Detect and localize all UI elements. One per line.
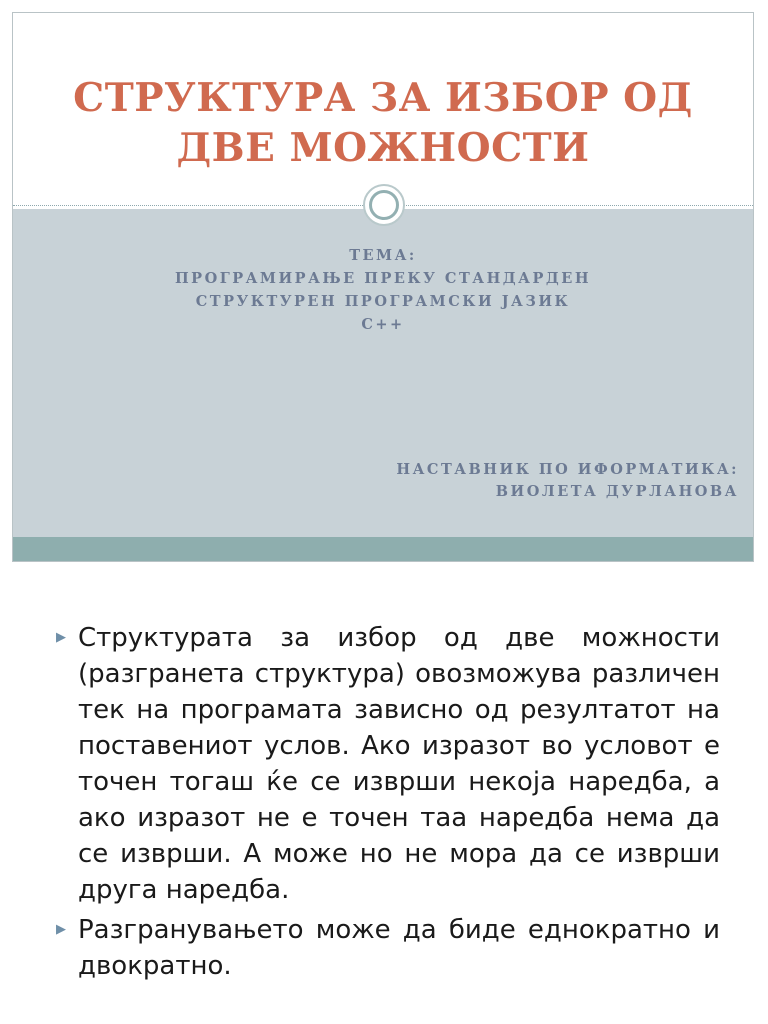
bullet-text: Структурата за избор од две можности (разгранета структура) овозможува различен тек на програмата зависно од резултатот на поставениот услов. Ако изразот во условот е точен тогаш ќе се изврши некоја наредба, а ако изразот не е точен таа наредба нема да се изврши. А може но не мора да се изврши друга наредба. (78, 623, 720, 905)
subtitle-line-1: ТЕМА: (349, 247, 417, 264)
title-area (13, 13, 753, 206)
slide-thumbnail (12, 12, 754, 562)
circle-ornament-icon (363, 184, 405, 226)
slide-title-line-2: ДВЕ МОЖНОСТИ (176, 124, 590, 171)
subtitle-line-4: C++ (361, 316, 405, 333)
subtitle-line-3: СТРУКТУРЕН ПРОГРАМСКИ ЈАЗИК (195, 293, 571, 310)
bottom-accent-bar (13, 537, 753, 562)
slide-subtitle (13, 244, 753, 336)
bullet-item (56, 620, 720, 908)
slide-title-line-1: СТРУКТУРА ЗА ИЗБОР ОД (73, 74, 693, 121)
triangle-right-icon: ▶ (56, 630, 66, 645)
notes-text (56, 620, 720, 984)
slide-title (73, 73, 693, 173)
circle-ornament-inner (369, 190, 399, 220)
subtitle-line-2: ПРОГРАМИРАЊЕ ПРЕКУ СТАНДАРДЕН (174, 270, 592, 287)
teacher-role: НАСТАВНИК ПО ИФОРМАТИКА: (396, 461, 739, 478)
triangle-right-icon: ▶ (56, 922, 66, 937)
teacher-info (396, 459, 739, 503)
bullet-item (56, 912, 720, 984)
bullet-text: Разгранувањето може да биде еднократно и двократно. (78, 915, 720, 981)
teacher-name: ВИОЛЕТА ДУРЛАНОВА (495, 483, 739, 500)
